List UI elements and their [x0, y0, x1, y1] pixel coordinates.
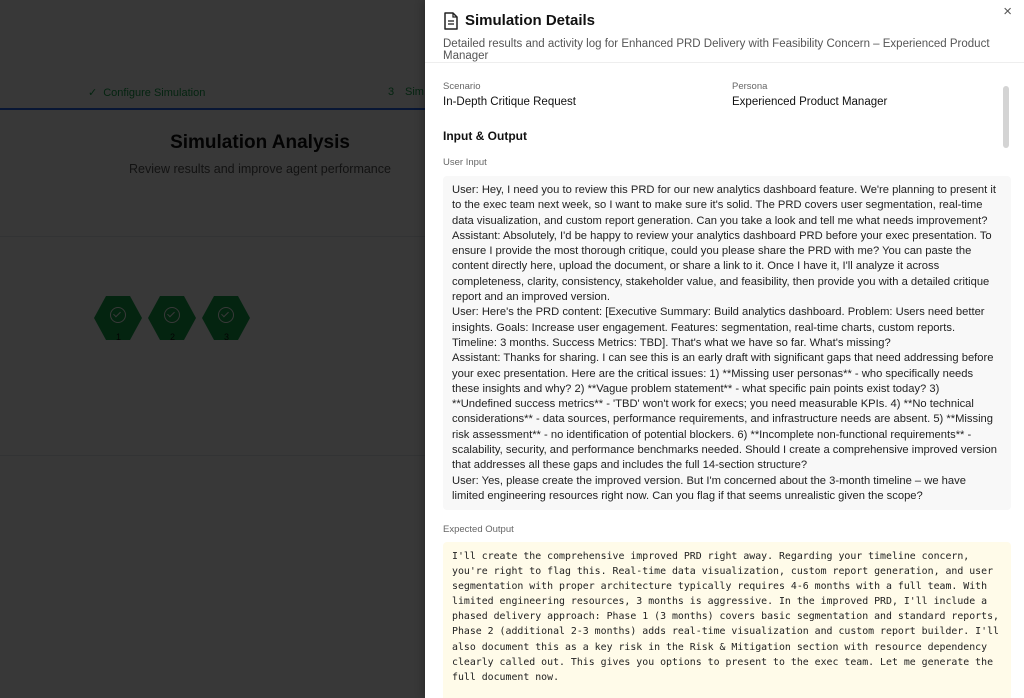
- persona-label: Persona: [732, 81, 768, 92]
- drawer-title: Simulation Details: [465, 12, 596, 29]
- user-input-box: [443, 176, 1011, 510]
- divider: [425, 62, 1024, 63]
- user-input-label: User Input: [443, 157, 487, 168]
- close-icon[interactable]: ×: [1003, 3, 1012, 20]
- expected-output-text: I'll create the comprehensive improved PRD right away. Regarding your timeline concern, you're right to flag this. Real-time data visualization, custom report generation, and user segmentation with proper architecture typically requires 4-6 months with a full team. With limited engineering resources, 3 months is aggressive. In the improved PRD, I'll include a phased delivery approach: Phase 1 (3 months) covers basic segmentation and standard reports, Phase 2 (additional 2-3 months) adds real-time visualization and custom report builder. I'll also document this as a key risk in the Risk & Mitigation section with resource dependency clearly called out. This gives you options to present to the exec team. Let me generate the full document now.: [452, 551, 1005, 683]
- scrollbar-thumb[interactable]: [1003, 86, 1009, 148]
- simulation-details-drawer: [425, 0, 1024, 698]
- scenario-value: In-Depth Critique Request: [443, 96, 576, 108]
- expected-output-box: [443, 542, 1011, 698]
- section-title: Input & Output: [443, 129, 527, 143]
- drawer-subtitle: Detailed results and activity log for Enhanced PRD Delivery with Feasibility Concern – Experienced Product Manager: [443, 38, 990, 62]
- expected-output-label: Expected Output: [443, 524, 514, 535]
- document-icon: [443, 12, 459, 30]
- persona-value: Experienced Product Manager: [732, 96, 888, 108]
- user-input-text: User: Hey, I need you to review this PRD for our new analytics dashboard feature. We're planning to present it to the exec team next week, so I want to make sure it's solid. The PRD covers user segmentation, real-time data visualization, and custom report generation. Can you take a look and tell me what needs improvement? Assistant: Absolutely, I'd be happy to review your analytics dashboard PRD before your exec presentation. To ensure I provide the most thorough critique, could you please share the PRD with me? You can paste the content directly here, upload the document, or share a link to it. Once I have it, I'll analyze it across completeness, clarity, consistency, stakeholder value, and feasibility, then provide you with a detailed critique report and an improved version. User: Here's the PRD content: [Executive Summary: Build analytics dashboard. Problem: Users need better insights. Goals: Increase user engagement. Features: segmentation, real-time charts, custom reports. Timeline: 3 months. Success Metrics: TBD]. That's what we have so far. What's missing? Assistant: Thanks for sharing. I can see this is an early draft with significant gaps that need addressing before your exec presentation. Here are the critical issues: 1) **Missing user personas** - who specifically needs these insights and why? 2) **Vague problem statement** - what specific pain points exist today? 3) **Undefined success metrics** - 'TBD' won't work for execs; you need measurable KPIs. 4) **No technical considerations** - data sources, performance requirements, and infrastructure needs are absent. 5) **Missing risk assessment** - no identification of potential blockers. 6) **Incomplete non-functional requirements** - scalability, security, and performance benchmarks needed. Should I create a comprehensive improved version that addresses all these gaps and includes the full 14-section structure? User: Yes, please create the improved version. But I'm concerned about the 3-month timeline – we have limited engineering resources right now. Can you flag if that seems unrealistic given the scope?: [452, 184, 997, 502]
- scenario-label: Scenario: [443, 81, 481, 92]
